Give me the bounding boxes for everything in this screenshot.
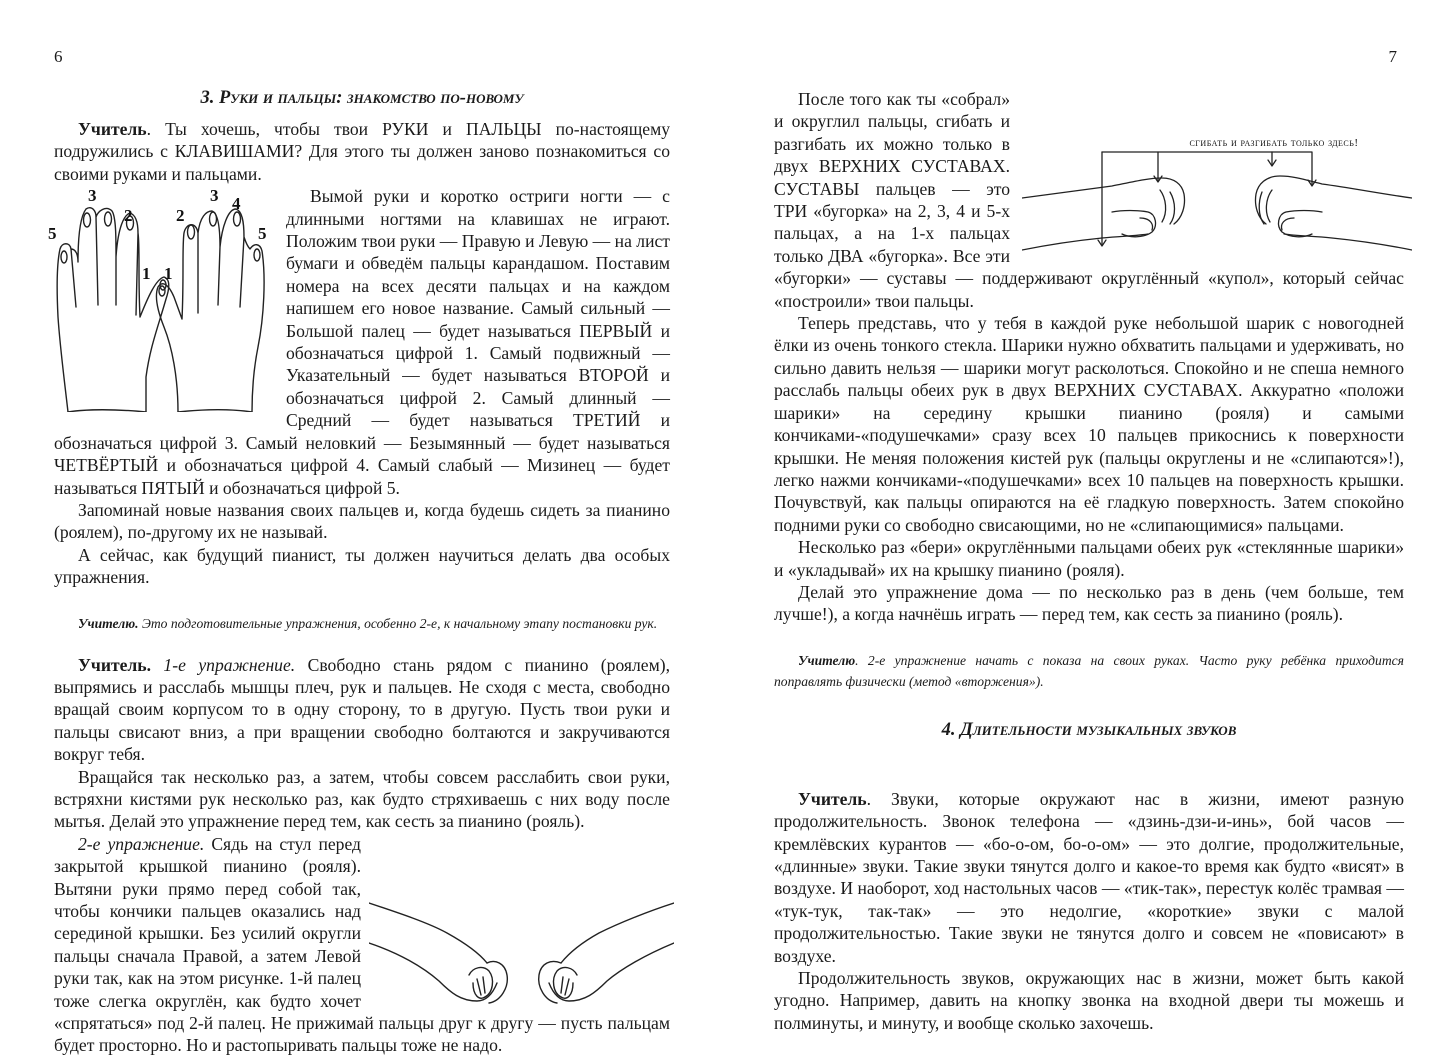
page-number-right: 7 — [1388, 47, 1397, 66]
teacher-note-right: Учителю. 2-е упражнение начать с показа на своих руках. Часто руку ребёнка приходится поправлять физически (метод «вторжения»). — [774, 652, 1404, 689]
hands-outline-illustration — [46, 187, 278, 412]
right-column — [774, 88, 1404, 1034]
page-number-left: 6 — [54, 47, 63, 66]
left-page — [0, 0, 722, 1056]
fingers-paragraph: Вымой руки и коротко остриги ногти — с длинными ногтями на клавишах не играют. Положим твои руки — Правую и Левую — на лист бумаги и обведём пальцы карандашом. Поставим номера на всех десяти пальцах и на каждом напишем его новое название. Самый сильный — Большой палец — будет называться ПЕРВЫЙ и обозначаться цифрой 1. Самый подвижный — Указательный — будет называться ВТОРОЙ и обозначаться цифрой 2. Самый длинный — Средний — будет называться ТРЕТИЙ и обозначаться цифрой 3. Самый неловкий — Безымянный — будет называться ЧЕТВЁРТЫЙ и обозначаться цифрой 4. Самый слабый — Мизинец — будет называться ПЯТЫЙ и обозначаться цифрой 5. — [54, 186, 670, 498]
finger-label-1-left: 1 — [142, 264, 151, 284]
finger-label-1-right: 1 — [164, 264, 173, 284]
exercise-2-paragraph: 2-е упражнение. Сядь на стул перед закрытой крышкой пианино (рояля). Вытяни руки прямо перед собой так, чтобы кончики пальцев оказались над серединой крышки. Без усилий округли пальцы сначала Правой, а затем Левой руки так, как на этом рисунке. 1-й палец тоже слегка округлён, как будто хочет «спрятаться» под 2-й палец. Не прижимай пальцы друг к другу — пусть пальцам будет просторно. Но и растопыривать пальцы тоже не надо. — [54, 833, 670, 1056]
duration-example-paragraph: Продолжительность звуков, окружающих нас в жизни, может быть какой угодно. Например, давить на кнопку звонка на входной двери ты можешь и полминуты, и минуту, и вообще сколько захочешь. — [774, 968, 1404, 1033]
joints-illustration — [1022, 94, 1412, 264]
right-page — [722, 0, 1445, 1033]
repeat-paragraph: Несколько раз «бери» округлёнными пальцами обеих рук «стеклянные шарики» и «укладывай» их на крышку пианино (рояля). — [774, 537, 1404, 580]
finger-label-5-right: 5 — [258, 224, 267, 244]
finger-label-2-right: 2 — [176, 206, 185, 226]
joints-paragraph: После того как ты «собрал» и округлил пальцы, сгибать и разгибать их можно только в двух ВЕРХНИХ СУСТАВАХ. СУСТАВЫ пальцев — это ТРИ «бугорка» на 2, 3, 4 и 5-х пальцах, а на 1-х пальцах только ДВА «бугорка». Все эти «бугорки» — суставы — поддерживают округлённый «купол», который сейчас «построили» твои пальцы. — [774, 89, 1404, 311]
finger-label-5-left: 5 — [48, 224, 57, 244]
finger-label-2-left: 2 — [124, 206, 133, 226]
teacher-note-left: Учителю. Это подготовительные упражнения, особенно 2-е, к начальному этапу постановки рук. — [78, 615, 658, 631]
joints-figure — [1022, 94, 1412, 264]
section-title-4: 4. Длительности музыкальных звуков — [941, 719, 1237, 740]
hands-outline-figure — [46, 187, 278, 412]
sound-duration-paragraph: Учитель. Звуки, которые окружают нас в жизни, имеют разную продолжительность. Звонок телефона — «дзинь-дзи-и-инь», бой часов — кремлёвских курантов — «бо-о-ом, бо-о-ом» — это долгие, продолжительные, «длинные» звуки. Такие звуки тянутся долго и какое-то время как будто «висят» в воздухе. И наоборот, ход настольных часов — «тик-так», перестук колёс трамвая — «тук-тук, так-так» — это недолгие, «короткие» звуки с малой продолжительностью. Такие звуки не тянутся долго и совсем не «повисают» в воздухе. — [774, 788, 1404, 966]
home-practice-paragraph: Делай это упражнение дома — по несколько раз в день (чем больше, тем лучше!), а когда начнёшь играть — перед тем, как сесть за пианино (рояль). — [774, 581, 1404, 625]
remember-paragraph: Запоминай новые названия своих пальцев и, когда будешь сидеть за пианино (роялем), по-другому их не называй. — [54, 499, 670, 543]
section-title-3: 3. Руки и пальцы: знакомство по-новому — [200, 88, 524, 108]
joints-caption: сгибать и разгибать только здесь! — [1189, 137, 1359, 149]
exercises-intro-paragraph: А сейчас, как будущий пианист, ты должен научиться делать два особых упражнения. — [54, 544, 670, 588]
intro-paragraph: Учитель. Ты хочешь, чтобы твои РУКИ и ПАЛЬЦЫ по-настоящему подружились с КЛАВИШАМИ? Для этого ты должен заново познакомиться со своими руками и пальцами. — [54, 119, 670, 184]
finger-label-3-right: 3 — [210, 187, 219, 206]
rounded-fingers-figure — [369, 883, 674, 1011]
exercise-1-paragraph: Учитель. 1-е упражнение. Свободно стань рядом с пианино (роялем), выпрямись и расслабь мышцы плеч, рук и пальцев. Не сходя с места, свободно вращай своим корпусом то в одну сторону, то в другую. Пусть твои руки и пальцы свисают вниз, а при вращении свободно болтаются и закручиваются вокруг тебя. — [54, 654, 670, 765]
glass-ball-paragraph: Теперь представь, что у тебя в каждой руке небольшой шарик с новогодней ёлки из очень тонкого стекла. Шарики нужно обхватить пальцами и удерживать, но сильно давить нельзя — шарики могут расколоться. Спокойно и не спеша немного расслабь пальцы обеих рук в двух ВЕРХНИХ СУСТАВАХ. Аккуратно «положи шарики» на середину крышки пианино (рояля) и самыми кончиками-«подушечками» сразу всех 10 пальцев прикоснись к поверхности крышки. Не меняя положения кистей рук (пальцы округлены и не «слипаются»!), легко нажми кончиками-«подушечками» всех 10 пальцев на поверхность крышки. Почувствуй, как пальцы опираются на её гладкую поверхность. Затем спокойно подними руки со свободно свисающими, но не «слипающимися» пальцами. — [774, 313, 1404, 535]
rounded-fingers-illustration — [369, 883, 674, 1011]
exercise-1-continued: Вращайся так несколько раз, а затем, чтобы совсем расслабить свои руки, встряхни кистями рук несколько раз, как будто стряхиваешь с них воду после мытья. Делай это упражнение перед тем, как сесть за пианино (рояль). — [54, 766, 670, 832]
left-column — [48, 86, 670, 1057]
finger-label-4-right: 4 — [232, 194, 241, 214]
finger-label-3-left: 3 — [88, 187, 97, 206]
